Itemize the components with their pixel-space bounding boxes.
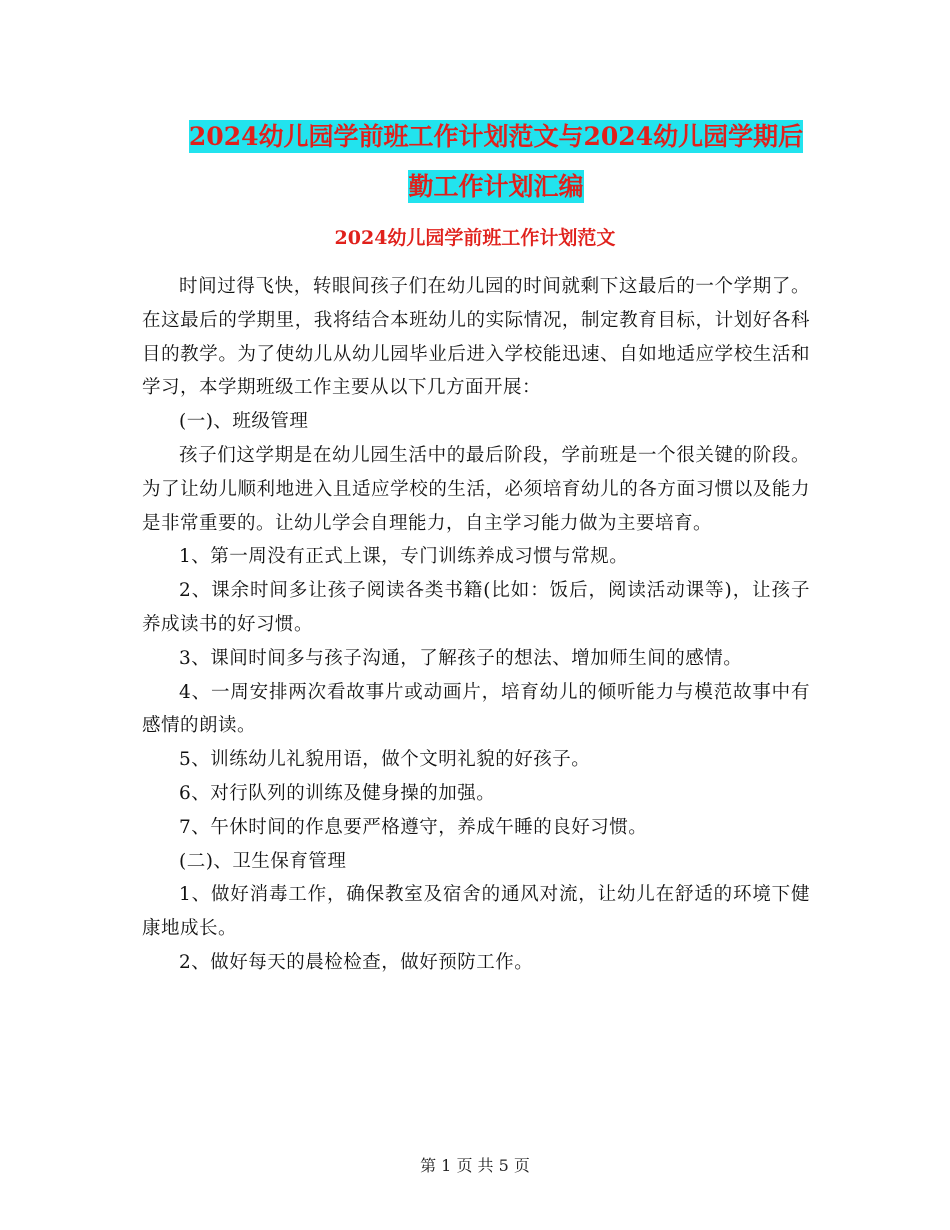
paragraph: 时间过得飞快，转眼间孩子们在幼儿园的时间就剩下这最后的一个学期了。在这最后的学期里，我将结合本班幼儿的实际情况，制定教育目标，计划好各科目的教学。为了使幼儿从幼儿园毕业后进入学校能迅速、自如地适应学校生活和学习，本学期班级工作主要从以下几方面开展： (142, 276, 810, 399)
list-item: 1、做好消毒工作，确保教室及宿舍的通风对流，让幼儿在舒适的环境下健康地成长。 (142, 884, 810, 940)
heading-class-management: (一)、班级管理 (179, 411, 309, 433)
list-item: 3、课间时间多与孩子沟通，了解孩子的想法、增加师生间的感情。 (179, 647, 743, 669)
list-item: 6、对行队列的训练及健身操的加强。 (179, 782, 496, 804)
title-line-1: 2024幼儿园学前班工作计划范文与2024幼儿园学期后 (188, 122, 804, 151)
section-title: 2024幼儿园学前班工作计划范文 (334, 227, 616, 249)
title-line-2: 勤工作计划汇编 (408, 172, 584, 201)
document-body (142, 270, 810, 980)
list-item: 2、做好每天的晨检检查，做好预防工作。 (179, 951, 534, 973)
list-item: 4、一周安排两次看故事片或动画片，培育幼儿的倾听能力与模范故事中有感情的朗读。 (142, 681, 810, 737)
heading-hygiene-management: (二)、卫生保育管理 (179, 850, 347, 872)
list-item: 5、训练幼儿礼貌用语，做个文明礼貌的好孩子。 (179, 749, 591, 771)
list-item: 1、第一周没有正式上课，专门训练养成习惯与常规。 (179, 546, 629, 568)
document-title (140, 112, 852, 212)
list-item: 2、课余时间多让孩子阅读各类书籍(比如：饭后，阅读活动课等)，让孩子养成读书的好习惯。 (142, 580, 810, 635)
list-item: 7、午休时间的作息要严格遵守，养成午睡的良好习惯。 (179, 816, 648, 838)
page-footer: 第 1 页 共 5 页 (420, 1156, 530, 1175)
paragraph: 孩子们这学期是在幼儿园生活中的最后阶段，学前班是一个很关键的阶段。为了让幼儿顺利地进入且适应学校的生活，必须培育幼儿的各方面习惯以及能力是非常重要的。让幼儿学会自理能力，自主学习能力做为主要培育。 (142, 444, 810, 534)
